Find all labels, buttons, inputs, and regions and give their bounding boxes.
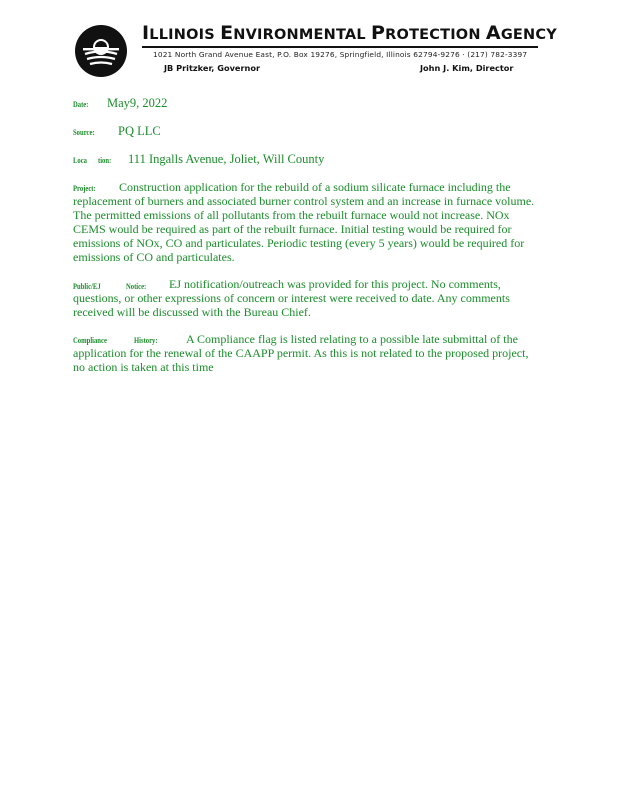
- public-ej-label-part-2: Notice:: [126, 281, 147, 291]
- project-line: emissions of CO and particulates.: [73, 250, 235, 264]
- compliance-paragraph: [73, 332, 593, 374]
- date-value: May9, 2022: [107, 96, 168, 110]
- public-ej-line: EJ notification/outreach was provided for this project. No comments,: [169, 277, 501, 291]
- letterhead-rule: [142, 46, 538, 48]
- compliance-label-part-2: History:: [134, 335, 158, 345]
- compliance-line: A Compliance flag is listed relating to a possible late submittal of the: [186, 332, 518, 346]
- agency-word: ILLINOIS: [142, 22, 221, 44]
- public-ej-line: questions, or other expressions of concern or interest were received to date. Any comments: [73, 291, 510, 305]
- source-value: PQ LLC: [118, 124, 161, 138]
- agency-word: PROTECTION: [371, 22, 486, 44]
- public-ej-label-part-1: Public/EJ: [73, 281, 101, 291]
- location-value: 111 Ingalls Avenue, Joliet, Will County: [128, 152, 325, 166]
- agency-word: AGENCY: [485, 22, 557, 44]
- agency-name: [142, 22, 557, 44]
- compliance-line: no action is taken at this time: [73, 360, 214, 374]
- project-line: Construction application for the rebuild of a sodium silicate furnace including the: [119, 180, 511, 194]
- agency-address: 1021 North Grand Avenue East, P.O. Box 19276, Springfield, Illinois 62794-9276 · (217) 782-3397: [153, 50, 528, 59]
- project-line: CEMS would be required as part of the rebuilt furnace. Initial testing would be required for: [73, 222, 512, 236]
- location-label-part-1: Loca: [73, 155, 88, 165]
- director-name: John J. Kim, Director: [420, 63, 514, 73]
- public-ej-paragraph: [73, 277, 593, 319]
- project-paragraph: [73, 180, 593, 264]
- agency-word: ENVIRONMENTAL: [220, 22, 372, 44]
- compliance-line: application for the renewal of the CAAPP permit. As this is not related to the proposed project,: [73, 346, 529, 360]
- project-line: replacement of burners and associated burner control system and an increase in furnace volume.: [73, 194, 535, 208]
- date-label: Date:: [73, 99, 89, 109]
- compliance-label-part-1: Compliance: [73, 335, 107, 345]
- location-label-part-2: tion:: [98, 155, 112, 165]
- project-line: The permitted emissions of all pollutants from the rebuilt furnace would not increase. NOx: [73, 208, 510, 222]
- governor-name: JB Pritzker, Governor: [164, 63, 260, 73]
- project-line: emissions of NOx, CO and particulates. Periodic testing (every 5 years) would be required for: [73, 236, 525, 250]
- public-ej-line: received will be discussed with the Bureau Chief.: [73, 305, 311, 319]
- illinois-epa-logo: [74, 24, 128, 78]
- project-label: Project:: [73, 183, 96, 193]
- source-label: Source:: [73, 127, 95, 137]
